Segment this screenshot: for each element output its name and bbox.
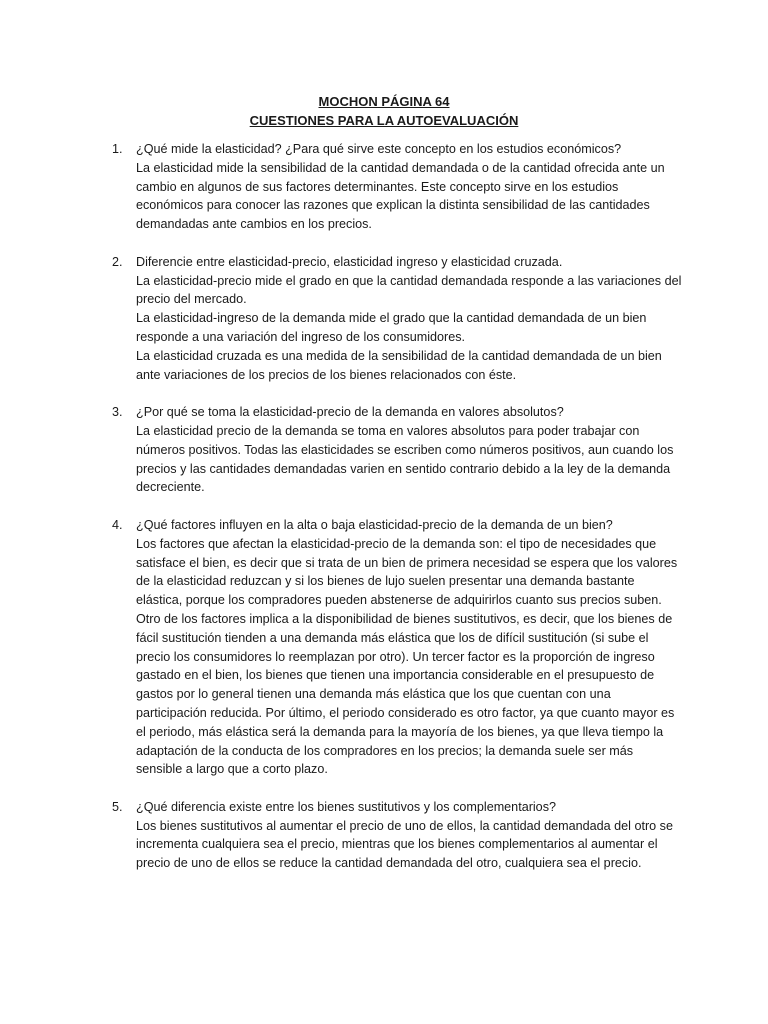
question-text: ¿Qué diferencia existe entre los bienes sustitutivos y los complementarios? — [136, 799, 556, 814]
question-number: 4. — [112, 517, 123, 532]
question-text: ¿Por qué se toma la elasticidad-precio de la demanda en valores absolutos? — [136, 405, 564, 420]
answer-paragraph: Otro de los factores implica a la disponibilidad de bienes sustitutivos, es decir, que los bienes de fácil sustitución tienden a una demanda más elástica que los de difícil sustitución (si sube el precio los consumidores lo reemplazan por otro). Un tercer factor es la proporción de ingreso gastado en el bien, los bienes que tienen una importancia considerable en el presupuesto de gastos por lo general tienen una demanda más elástica que los que cuentan con una participación reducida. Por último, el periodo considerado es otro factor, ya que cuanto mayor es el periodo, más elástica será la demanda para la mayoría de los bienes, ya que lleva tiempo la adaptación de la conducta de los compradores en los precios; la demanda suele ser más sensible a largo que a corto plazo. — [136, 611, 675, 777]
question-list — [112, 140, 682, 873]
answer-paragraph: Los factores que afectan la elasticidad-precio de la demanda son: el tipo de necesidades que satisface el bien, es decir que si trata de un bien de primera necesidad se espera que los valores de la elasticidad reduzcan y si los bienes de lujo suelen presentar una demanda bastante elástica, porque los compradores pueden abstenerse de adquirirlos cuanto sus precios suben. — [136, 536, 678, 608]
document-header — [0, 92, 768, 130]
question-number: 3. — [112, 405, 123, 420]
answer-text — [136, 817, 682, 873]
document-subtitle: CUESTIONES PARA LA AUTOEVALUACIÓN — [249, 113, 519, 128]
answer-text — [136, 535, 682, 779]
question-number: 2. — [112, 254, 123, 269]
question-number: 5. — [112, 799, 123, 814]
question-text: ¿Qué factores influyen en la alta o baja elasticidad-precio de la demanda de un bien? — [136, 517, 613, 532]
question-item-5 — [112, 798, 682, 873]
answer-paragraph: Los bienes sustitutivos al aumentar el precio de uno de ellos, la cantidad demandada del otro se incrementa cualquiera sea el precio, mientras que los bienes complementarios al aumentar el precio de uno de ellos se reduce la cantidad demandada del otro, cualquiera sea el precio. — [136, 818, 673, 871]
question-item-2 — [112, 253, 682, 385]
question-item-3 — [112, 403, 682, 497]
answer-paragraph: La elasticidad-ingreso de la demanda mide el grado que la cantidad demandada de un bien responde a una variación del ingreso de los consumidores. — [136, 311, 647, 344]
question-text: ¿Qué mide la elasticidad? ¿Para qué sirve este concepto en los estudios económicos? — [136, 142, 622, 156]
question-number: 1. — [112, 142, 123, 156]
question-item-1 — [112, 140, 682, 234]
answer-text — [136, 272, 682, 385]
answer-paragraph: La elasticidad precio de la demanda se toma en valores absolutos para poder trabajar con números positivos. Todas las elasticidades se escriben como números positivos, aun cuando los precios y las cantidades demandadas varien en sentido contrario debido a la ley de la demanda decreciente. — [136, 423, 674, 495]
question-item-4 — [112, 516, 682, 779]
answer-paragraph: La elasticidad-precio mide el grado en que la cantidad demandada responde a las variaciones del precio del mercado. — [136, 273, 682, 307]
answer-text — [136, 159, 682, 234]
answer-paragraph: La elasticidad cruzada es una medida de la sensibilidad de la cantidad demandada de un bien ante variaciones de los precios de los bienes relacionados con éste. — [136, 348, 662, 382]
answer-paragraph: La elasticidad mide la sensibilidad de la cantidad demandada o de la cantidad ofrecida ante un cambio en algunos de sus factores determinantes. Este concepto sirve en los estudios económicos para conocer las razones que explican la distinta sensibilidad de las cantidades demandadas ante cambios en los precios. — [136, 160, 665, 232]
answer-text — [136, 422, 682, 497]
question-text: Diferencie entre elasticidad-precio, elasticidad ingreso y elasticidad cruzada. — [136, 254, 563, 269]
document-title: MOCHON PÁGINA 64 — [318, 94, 450, 109]
